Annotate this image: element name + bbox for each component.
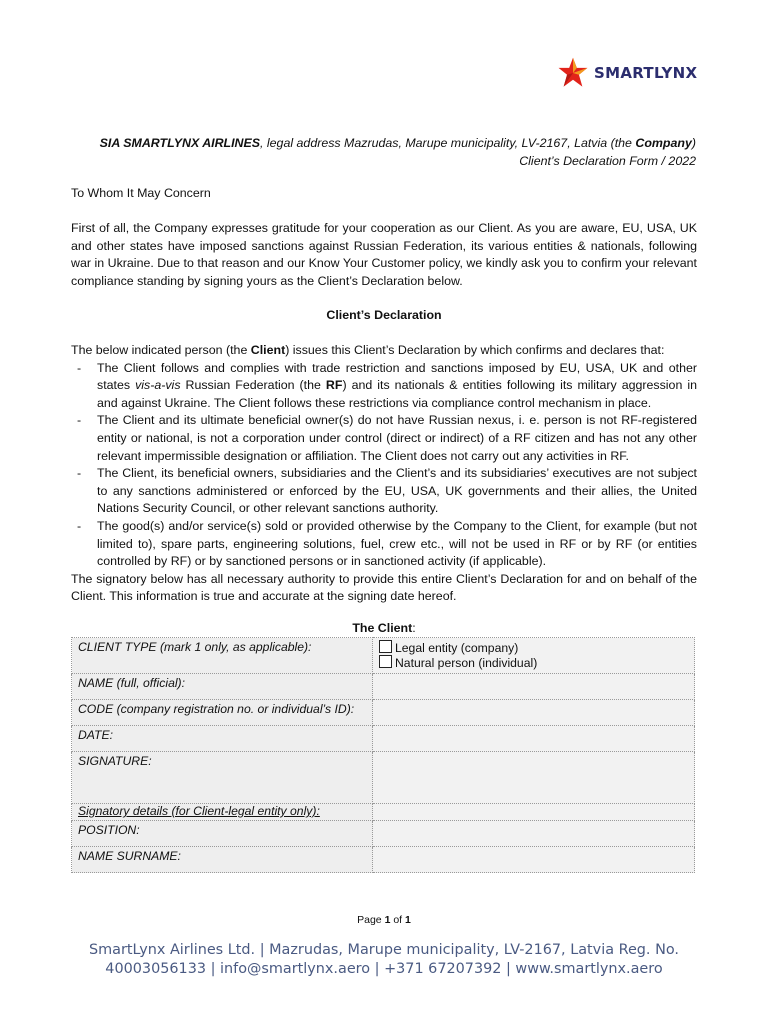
declaration-list	[71, 360, 697, 571]
company-logo	[556, 55, 697, 91]
client-form-table	[71, 637, 695, 873]
client-type-label: CLIENT TYPE (mark 1 only, as applicable):	[72, 638, 373, 674]
table-row	[72, 638, 695, 674]
footer-line-1: SmartLynx Airlines Ltd. | Mazrudas, Marupe municipality, LV-2167, Latvia Reg. No.	[89, 942, 679, 958]
greeting: To Whom It May Concern	[71, 186, 211, 200]
position-label: POSITION:	[72, 821, 373, 847]
name-label: NAME (full, official):	[72, 674, 373, 700]
signatory-details-label: Signatory details (for Client-legal entity only):	[72, 804, 373, 821]
company-term: Company	[635, 136, 692, 150]
signatory-details-field	[373, 804, 695, 821]
list-item: - The good(s) and/or service(s) sold or provided otherwise by the Company to the Client, for example (but not limited to), spare parts, engineering solutions, fuel, crew etc., will not be used in RF or by RF (or entities controlled by RF) or by sanctioned persons or in sanctioned activity (if applicable).	[77, 518, 697, 569]
list-item: - The Client follows and complies with trade restriction and sanctions imposed by EU, USA, UK and other states vis-a-vis Russian Federation (the RF) and its nationals & entities following its military aggression in and against Ukraine. The Client follows these restrictions via compliance control mechanism in place.	[77, 360, 697, 410]
table-row	[72, 726, 695, 752]
natural-person-label: Natural person (individual)	[395, 656, 538, 670]
document-header	[100, 134, 696, 170]
declaration-lead: The below indicated person (the Client) issues this Client’s Declaration by which confirms and declares that:	[71, 343, 665, 357]
intro-paragraph: First of all, the Company expresses gratitude for your cooperation as our Client. As you are aware, EU, USA, UK and other states have imposed sanctions against Russian Federation, its various entities & nationals, following war in Ukraine. Due to that reason and our Know Your Customer policy, we kindly ask you to confirm your relevant compliance standing by signing yours as the Client’s Declaration below.	[71, 221, 697, 288]
company-line: SIA SMARTLYNX AIRLINES, legal address Mazrudas, Marupe municipality, LV-2167, Latvia (the Company)	[99, 136, 696, 150]
legal-entity-checkbox[interactable]	[379, 640, 392, 653]
form-title: Client’s Declaration Form / 2022	[519, 154, 696, 168]
logo-text: SMARTLYNX	[594, 64, 698, 82]
table-row	[72, 752, 695, 804]
legal-address: , legal address Mazrudas, Marupe municipality, LV-2167, Latvia (the	[260, 136, 636, 150]
document-footer	[40, 941, 728, 979]
date-label: DATE:	[72, 726, 373, 752]
name-surname-field[interactable]	[373, 847, 695, 873]
table-row	[72, 674, 695, 700]
list-item: - The Client, its beneficial owners, subsidiaries and the Client’s and its subsidiaries’ executives are not subject to any sanctions administered or enforced by the EU, USA, UK governments and their allies, the United Nations Security Council, or other relevant sanctions authority.	[77, 466, 697, 516]
page-number: Page 1 of 1	[357, 914, 411, 926]
table-row	[72, 804, 695, 821]
table-row	[72, 700, 695, 726]
signature-label: SIGNATURE:	[72, 752, 373, 804]
code-field[interactable]	[373, 700, 695, 726]
closing-paragraph: The signatory below has all necessary authority to provide this entire Client’s Declaration for and on behalf of the Client. This information is true and accurate at the signing date hereof.	[71, 571, 697, 604]
company-name: SIA SMARTLYNX AIRLINES	[99, 136, 261, 150]
declaration-body	[71, 342, 697, 606]
client-table-title: The Client:	[352, 621, 416, 635]
date-field[interactable]	[373, 726, 695, 752]
code-label: CODE (company registration no. or individual’s ID):	[72, 700, 373, 726]
client-type-options	[373, 638, 695, 674]
table-row	[72, 821, 695, 847]
declaration-title: Client’s Declaration	[326, 308, 442, 322]
natural-person-checkbox[interactable]	[379, 655, 392, 668]
table-row	[72, 847, 695, 873]
signature-field[interactable]	[373, 752, 695, 804]
legal-entity-label: Legal entity (company)	[395, 641, 519, 655]
footer-line-2: 40003056133 | info@smartlynx.aero | +371 67207392 | www.smartlynx.aero	[105, 961, 663, 977]
list-item: - The Client and its ultimate beneficial owner(s) do not have Russian nexus, i. e. person is not RF-registered entity or national, is not a corporation under control (direct or indirect) of a RF citizen and has not any other relevant impermissible designation or affiliation. The Client does not carry out any activities in RF.	[77, 413, 697, 463]
name-field[interactable]	[373, 674, 695, 700]
name-surname-label: NAME SURNAME:	[72, 847, 373, 873]
star-logo-icon	[556, 55, 590, 91]
position-field[interactable]	[373, 821, 695, 847]
